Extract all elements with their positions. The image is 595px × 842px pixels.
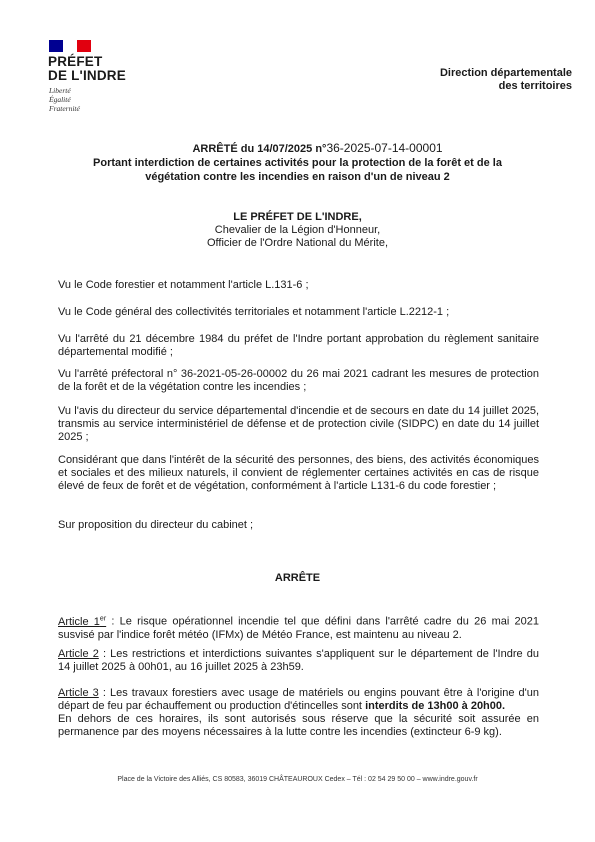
visa-arrete-prefectoral: Vu l'arrêté préfectoral n° 36-2021-05-26-00002 du 26 mai 2021 cadrant les mesures de protection de la forêt et de la végétation contre les incendies ; — [58, 368, 539, 393]
direction-line2: des territoires — [498, 80, 572, 92]
decree-title — [40, 141, 555, 184]
considerant: Considérant que dans l'intérêt de la sécurité des personnes, des biens, des activités économiques et sociales et des milieux naturels, il convient de réglementer certaines activités en cas de risque élevé de feux de forêt et de végétation, conformément à l'article L131-6 du code forestier ; — [58, 454, 539, 492]
motto-egalite: Égalité — [49, 95, 71, 104]
sur-proposition: Sur proposition du directeur du cabinet ; — [58, 519, 254, 531]
article-2 — [58, 648, 539, 674]
prefet-block — [40, 211, 555, 250]
article-2-label: Article 2 — [58, 648, 99, 660]
article-1-label: Article 1er — [58, 615, 107, 628]
republic-motto — [49, 86, 80, 113]
article-3 — [58, 687, 539, 739]
prefet-name: LE PRÉFET DE L'INDRE, — [233, 211, 362, 223]
decree-title-line2: Portant interdiction de certaines activités pour la protection de la forêt et de la — [93, 157, 502, 169]
french-flag-logo — [49, 40, 91, 52]
prefecture-name — [48, 55, 126, 83]
article-1 — [58, 612, 539, 642]
decree-number: 36-2025-07-14-00001 — [326, 141, 443, 155]
direction-line1: Direction départementale — [439, 67, 572, 79]
issuing-direction — [332, 67, 572, 93]
arrete-heading: ARRÊTE — [274, 572, 321, 584]
article-1-text: : Le risque opérationnel incendie tel que défini dans l'arrêté cadre du 26 mai 2021 susvisé par l'indice forêt météo (IFMx) de Météo France, est maintenu au niveau 2. — [58, 615, 539, 641]
motto-fraternite: Fraternité — [49, 104, 80, 113]
decree-title-line1 — [40, 141, 555, 156]
visa-arrete-1984: Vu l'arrêté du 21 décembre 1984 du préfet de l'Indre portant approbation du règlement sanitaire départemental modifié ; — [58, 333, 539, 358]
visa-cgct: Vu le Code général des collectivités territoriales et notamment l'article L.2212-1 ; — [58, 306, 450, 318]
flag-blue-band — [49, 40, 63, 52]
article-3-label: Article 3 — [58, 687, 99, 699]
article-3-text: : Les travaux forestiers avec usage de matériels ou engins pouvant être à l'origine d'un départ de feu par échauffement ou production d'étincelles sont — [58, 687, 539, 712]
article-2-text: : Les restrictions et interdictions suivantes s'appliquent sur le département de l'Indre du 14 juillet 2025 à 00h01, au 16 juillet 2025 à 23h59. — [58, 648, 539, 673]
flag-white-band — [63, 40, 77, 52]
prefecture-line1: PRÉFET — [48, 54, 103, 69]
visa-avis-sdis: Vu l'avis du directeur du service départemental d'incendie et de secours en date du 14 juillet 2025, transmis au service interministériel de défense et de protection civile (SIDPC) en date du 14 juillet 2025 ; — [58, 405, 539, 443]
prefecture-line2: DE L'INDRE — [48, 68, 126, 83]
article-3-bold: interdits de 13h00 à 20h00. — [365, 700, 506, 712]
decree-prefix: ARRÊTÉ du 14/07/2025 n° — [192, 143, 327, 155]
prefet-title1: Chevalier de la Légion d'Honneur, — [214, 224, 381, 236]
flag-red-band — [77, 40, 91, 52]
prefet-title2: Officier de l'Ordre National du Mérite, — [206, 237, 389, 249]
footer-address: Place de la Victoire des Alliés, CS 80583, 36019 CHÂTEAUROUX Cedex – Tél : 02 54 29 50 00 – www.indre.gouv.fr — [117, 776, 478, 783]
visa-code-forestier: Vu le Code forestier et notamment l'article L.131-6 ; — [58, 279, 309, 291]
motto-liberte: Liberté — [49, 86, 71, 95]
article-3-text2: En dehors de ces horaires, ils sont autorisés sous réserve que la sécurité soit assurée en permanence par des moyens nécessaires à la lutte contre les incendies (extincteur 6-9 kg). — [58, 713, 539, 738]
decree-title-line3: végétation contre les incendies en raison d'un de niveau 2 — [145, 171, 450, 183]
